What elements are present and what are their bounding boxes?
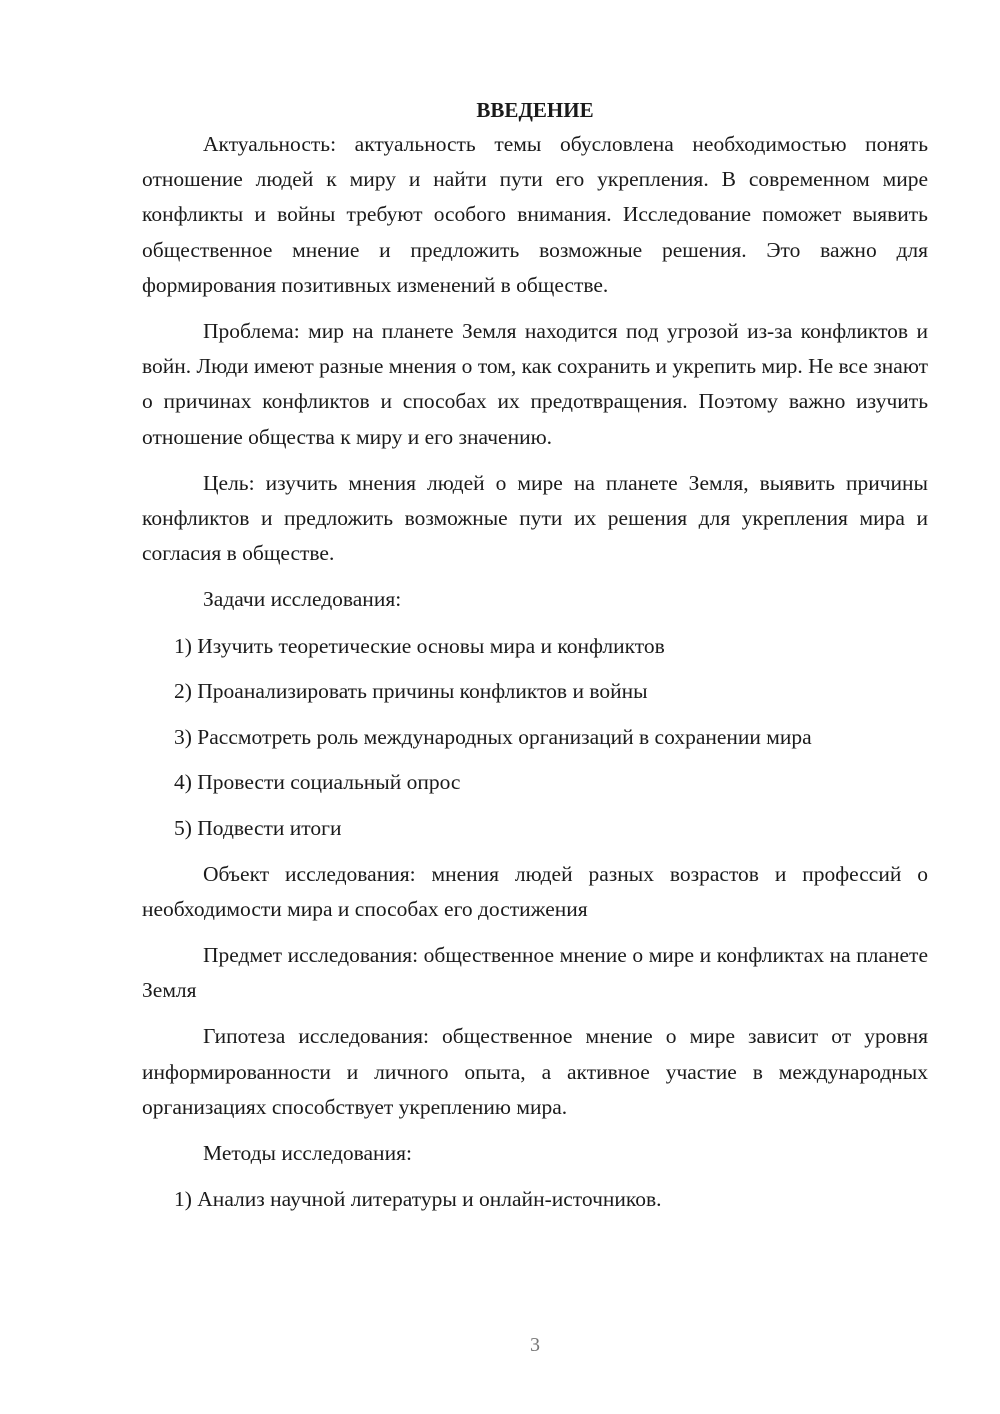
- methods-heading: Методы исследования:: [203, 1141, 412, 1166]
- page-number: 3: [530, 1334, 540, 1356]
- tasks-list: [142, 629, 928, 847]
- paragraph-subject: Предмет исследования: общественное мнение о мире и конфликтах на планете Земля: [142, 943, 928, 1003]
- method-item: 1) Анализ научной литературы и онлайн-источников.: [174, 1187, 662, 1212]
- task-item: 5) Подвести итоги: [174, 816, 342, 841]
- tasks-heading: Задачи исследования:: [203, 587, 402, 612]
- document-page: [142, 94, 928, 1228]
- task-item: 1) Изучить теоретические основы мира и конфликтов: [174, 633, 665, 658]
- task-item: 3) Рассмотреть роль международных организаций в сохранении мира: [174, 724, 812, 749]
- paragraph-hypothesis: Гипотеза исследования: общественное мнение о мире зависит от уровня информированности и личного опыта, а активное участие в международных организациях способствует укреплению мира.: [142, 1024, 928, 1119]
- paragraph-goal: Цель: изучить мнения людей о мире на планете Земля, выявить причины конфликтов и предложить возможные пути их решения для укрепления мира и согласия в обществе.: [142, 470, 928, 566]
- paragraph-relevance: Актуальность: актуальность темы обусловлена необходимостью понять отношение людей к миру и найти пути его укрепления. В современном мире конфликты и войны требуют особого внимания. Исследование поможет выявить общественное мнение и предложить возможные решения. Это важно для формирования позитивных изменений в обществе.: [142, 132, 928, 297]
- task-item: 2) Проанализировать причины конфликтов и войны: [174, 679, 648, 704]
- task-item: 4) Провести социальный опрос: [174, 770, 461, 795]
- paragraph-object: Объект исследования: мнения людей разных возрастов и профессий о необходимости мира и способах его достижения: [142, 861, 928, 921]
- methods-list: [142, 1182, 928, 1217]
- paragraph-problem: Проблема: мир на планете Земля находится под угрозой из-за конфликтов и войн. Люди имеют разные мнения о том, как сохранить и укрепить мир. Не все знают о причинах конфликтов и способах их предотвращения. Поэтому важно изучить отношение общества к миру и его значению.: [142, 319, 928, 449]
- section-title: ВВЕДЕНИЕ: [476, 98, 594, 122]
